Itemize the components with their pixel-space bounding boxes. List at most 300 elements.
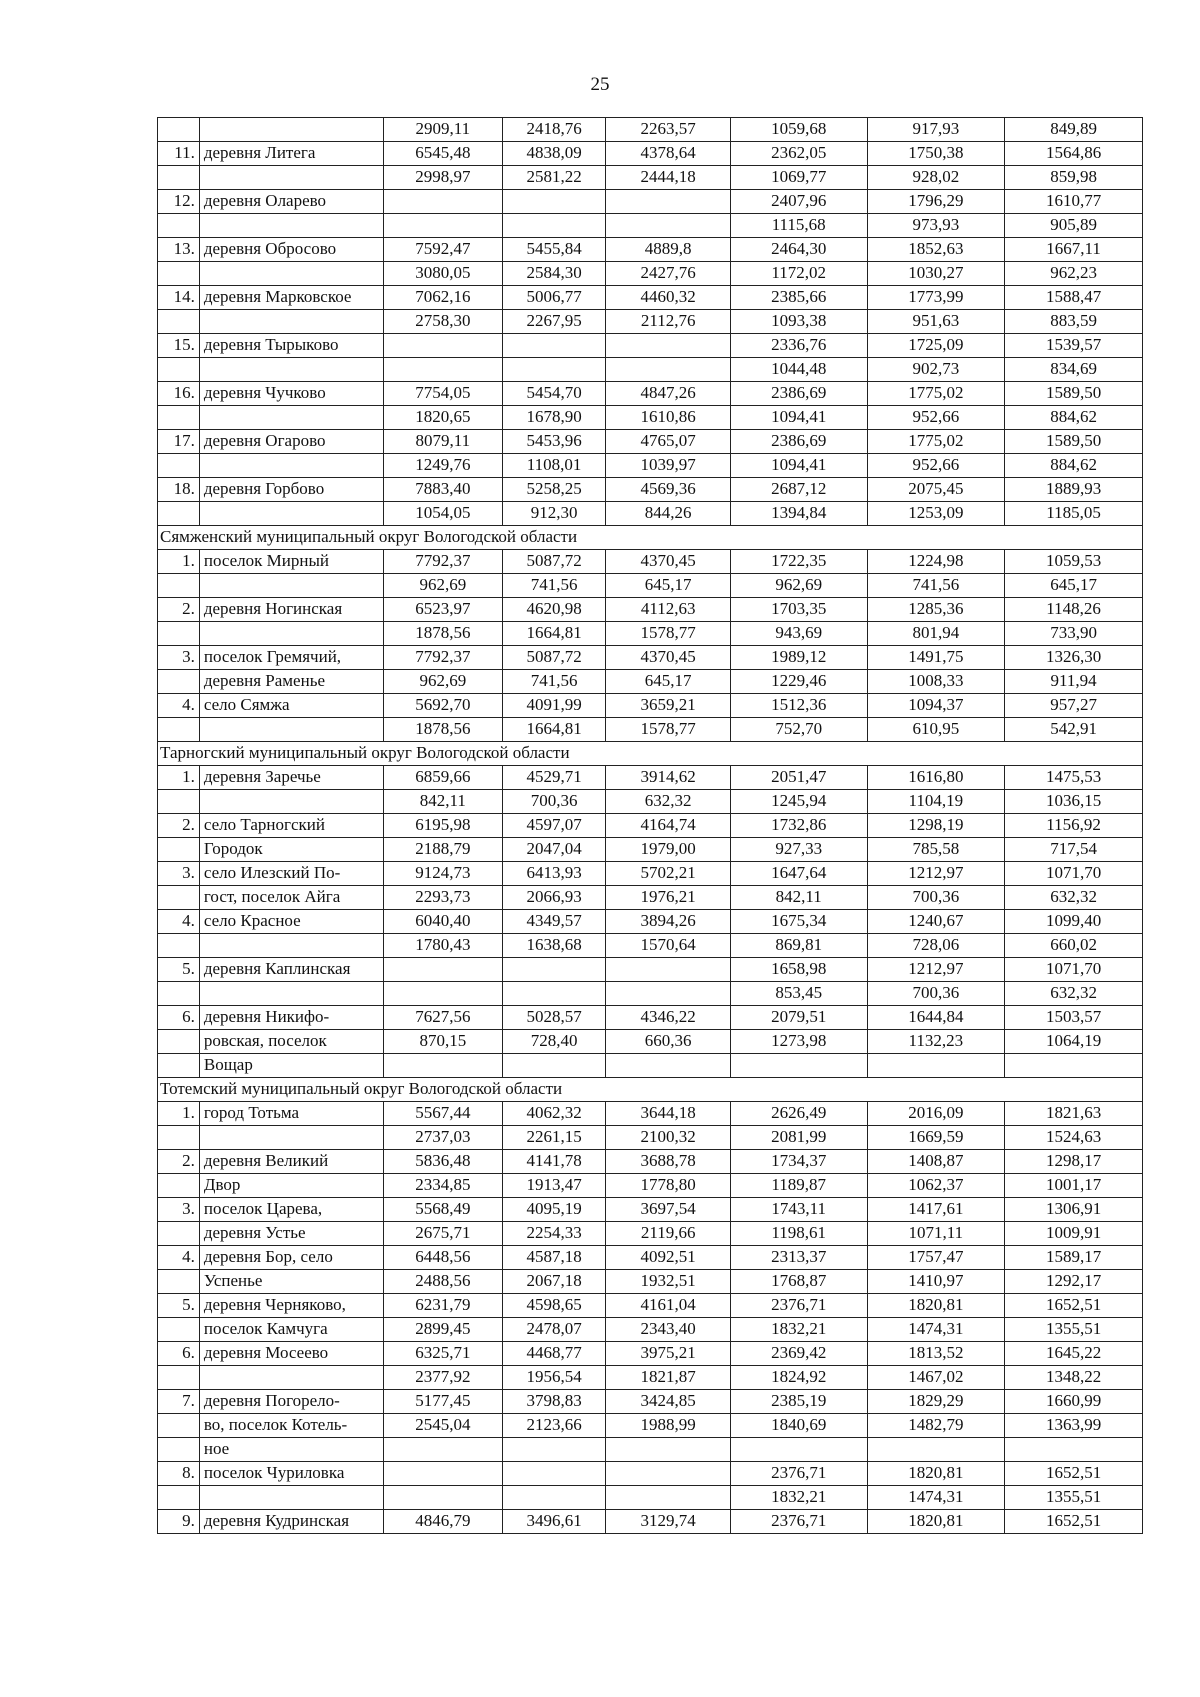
settlement-name (199, 358, 383, 382)
value-cell: 2261,15 (502, 1126, 606, 1150)
value-cell: 883,59 (1005, 310, 1143, 334)
value-cell: 5177,45 (383, 1390, 502, 1414)
settlement-name: деревня Мосеево (199, 1342, 383, 1366)
table-row (158, 862, 1143, 886)
value-cell: 6545,48 (383, 142, 502, 166)
value-cell: 6448,56 (383, 1246, 502, 1270)
value-cell: 1610,77 (1005, 190, 1143, 214)
settlement-name: деревня Тырыково (199, 334, 383, 358)
row-number: 3. (158, 646, 200, 670)
value-cell: 1878,56 (383, 622, 502, 646)
row-number (158, 886, 200, 910)
value-cell (502, 958, 606, 982)
table-row (158, 334, 1143, 358)
value-cell: 1253,09 (867, 502, 1005, 526)
row-number: 5. (158, 958, 200, 982)
value-cell: 4569,36 (606, 478, 731, 502)
value-cell: 3129,74 (606, 1510, 731, 1534)
row-number: 2. (158, 598, 200, 622)
value-cell (730, 1054, 867, 1078)
value-cell: 917,93 (867, 118, 1005, 142)
table-row (158, 1198, 1143, 1222)
value-cell: 2293,73 (383, 886, 502, 910)
value-cell (606, 1054, 731, 1078)
table-row (158, 1006, 1143, 1030)
value-cell: 2263,57 (606, 118, 731, 142)
value-cell: 962,69 (730, 574, 867, 598)
value-cell (502, 1438, 606, 1462)
value-cell: 1722,35 (730, 550, 867, 574)
value-cell: 1099,40 (1005, 910, 1143, 934)
row-number (158, 310, 200, 334)
row-number: 2. (158, 1150, 200, 1174)
value-cell: 842,11 (730, 886, 867, 910)
value-cell: 3697,54 (606, 1198, 731, 1222)
row-number (158, 1438, 200, 1462)
value-cell: 1094,37 (867, 694, 1005, 718)
table-row (158, 358, 1143, 382)
value-cell: 1292,17 (1005, 1270, 1143, 1294)
value-cell: 4112,63 (606, 598, 731, 622)
value-cell: 1820,81 (867, 1294, 1005, 1318)
value-cell: 785,58 (867, 838, 1005, 862)
value-cell: 1009,91 (1005, 1222, 1143, 1246)
value-cell: 3894,26 (606, 910, 731, 934)
value-cell: 1054,05 (383, 502, 502, 526)
value-cell (867, 1054, 1005, 1078)
value-cell: 5006,77 (502, 286, 606, 310)
value-cell: 6040,40 (383, 910, 502, 934)
value-cell: 870,15 (383, 1030, 502, 1054)
value-cell: 2758,30 (383, 310, 502, 334)
settlement-name: ровская, поселок (199, 1030, 383, 1054)
table-row (158, 646, 1143, 670)
value-cell (606, 214, 731, 238)
value-cell: 4349,57 (502, 910, 606, 934)
value-cell: 1094,41 (730, 454, 867, 478)
value-cell: 610,95 (867, 718, 1005, 742)
value-cell: 1212,97 (867, 958, 1005, 982)
value-cell: 2079,51 (730, 1006, 867, 1030)
row-number (158, 1030, 200, 1054)
table-row (158, 238, 1143, 262)
value-cell: 1852,63 (867, 238, 1005, 262)
value-cell (383, 958, 502, 982)
table-row (158, 814, 1143, 838)
value-cell: 5692,70 (383, 694, 502, 718)
value-cell: 1578,77 (606, 622, 731, 646)
row-number (158, 214, 200, 238)
row-number: 9. (158, 1510, 200, 1534)
value-cell (502, 1462, 606, 1486)
value-cell: 928,02 (867, 166, 1005, 190)
value-cell: 645,17 (1005, 574, 1143, 598)
row-number: 5. (158, 1294, 200, 1318)
settlement-name: поселок Гремячий, (199, 646, 383, 670)
settlement-name (199, 310, 383, 334)
value-cell: 5567,44 (383, 1102, 502, 1126)
value-cell: 927,33 (730, 838, 867, 862)
value-cell: 1240,67 (867, 910, 1005, 934)
value-cell: 1071,70 (1005, 958, 1143, 982)
value-cell: 5087,72 (502, 646, 606, 670)
row-number (158, 838, 200, 862)
value-cell: 1093,38 (730, 310, 867, 334)
section-title: Сямженский муниципальный округ Вологодской области (158, 526, 1143, 550)
value-cell: 1660,99 (1005, 1390, 1143, 1414)
value-cell: 1115,68 (730, 214, 867, 238)
table-row (158, 166, 1143, 190)
settlement-name (199, 1126, 383, 1150)
value-cell: 1780,43 (383, 934, 502, 958)
value-cell: 1285,36 (867, 598, 1005, 622)
settlement-name: деревня Черняково, (199, 1294, 383, 1318)
value-cell: 1889,93 (1005, 478, 1143, 502)
value-cell: 1036,15 (1005, 790, 1143, 814)
value-cell: 1564,86 (1005, 142, 1143, 166)
value-cell: 717,54 (1005, 838, 1143, 862)
section-header-row (158, 526, 1143, 550)
value-cell: 1172,02 (730, 262, 867, 286)
value-cell: 7792,37 (383, 646, 502, 670)
value-cell: 1932,51 (606, 1270, 731, 1294)
value-cell: 2254,33 (502, 1222, 606, 1246)
value-cell: 2112,76 (606, 310, 731, 334)
settlement-name: поселок Чуриловка (199, 1462, 383, 1486)
settlement-name: поселок Мирный (199, 550, 383, 574)
page-number: 25 (590, 74, 610, 95)
row-number (158, 454, 200, 478)
value-cell: 5028,57 (502, 1006, 606, 1030)
row-number: 7. (158, 1390, 200, 1414)
value-cell: 1475,53 (1005, 766, 1143, 790)
value-cell: 1539,57 (1005, 334, 1143, 358)
value-cell: 2016,09 (867, 1102, 1005, 1126)
value-cell: 6413,93 (502, 862, 606, 886)
row-number: 15. (158, 334, 200, 358)
table-row (158, 478, 1143, 502)
value-cell: 1610,86 (606, 406, 731, 430)
value-cell: 1638,68 (502, 934, 606, 958)
value-cell: 2100,32 (606, 1126, 731, 1150)
row-number: 6. (158, 1006, 200, 1030)
table-row (158, 382, 1143, 406)
table-row (158, 1510, 1143, 1534)
row-number (158, 502, 200, 526)
value-cell (606, 358, 731, 382)
table-row (158, 718, 1143, 742)
value-cell: 1059,68 (730, 118, 867, 142)
value-cell: 2051,47 (730, 766, 867, 790)
table-row (158, 1486, 1143, 1510)
value-cell: 2067,18 (502, 1270, 606, 1294)
row-number (158, 574, 200, 598)
value-cell (606, 1438, 731, 1462)
settlement-name: во, поселок Котель- (199, 1414, 383, 1438)
value-cell: 4847,26 (606, 382, 731, 406)
row-number (158, 1414, 200, 1438)
settlement-name: ное (199, 1438, 383, 1462)
value-cell: 1658,98 (730, 958, 867, 982)
value-cell: 1743,11 (730, 1198, 867, 1222)
value-cell: 7754,05 (383, 382, 502, 406)
value-cell: 5454,70 (502, 382, 606, 406)
value-cell: 4889,8 (606, 238, 731, 262)
value-cell: 4529,71 (502, 766, 606, 790)
value-cell: 2267,95 (502, 310, 606, 334)
value-cell: 4062,32 (502, 1102, 606, 1126)
section-header-row (158, 1078, 1143, 1102)
row-number: 12. (158, 190, 200, 214)
value-cell: 5087,72 (502, 550, 606, 574)
value-cell: 1647,64 (730, 862, 867, 886)
table-row (158, 958, 1143, 982)
row-number (158, 982, 200, 1006)
value-cell: 1675,34 (730, 910, 867, 934)
settlement-name (199, 454, 383, 478)
settlement-name: деревня Оларево (199, 190, 383, 214)
settlement-name: Городок (199, 838, 383, 862)
value-cell: 645,17 (606, 574, 731, 598)
value-cell: 1298,19 (867, 814, 1005, 838)
value-cell: 700,36 (867, 982, 1005, 1006)
value-cell: 1030,27 (867, 262, 1005, 286)
value-cell: 3496,61 (502, 1510, 606, 1534)
value-cell: 3644,18 (606, 1102, 731, 1126)
value-cell: 1069,77 (730, 166, 867, 190)
table-row (158, 1366, 1143, 1390)
value-cell: 2119,66 (606, 1222, 731, 1246)
row-number (158, 1174, 200, 1198)
value-cell: 3080,05 (383, 262, 502, 286)
row-number: 18. (158, 478, 200, 502)
value-cell: 1664,81 (502, 718, 606, 742)
value-cell: 1773,99 (867, 286, 1005, 310)
row-number: 13. (158, 238, 200, 262)
value-cell: 2362,05 (730, 142, 867, 166)
value-cell: 1821,63 (1005, 1102, 1143, 1126)
value-cell: 741,56 (502, 574, 606, 598)
value-cell: 2464,30 (730, 238, 867, 262)
table-row (158, 430, 1143, 454)
table-row (158, 910, 1143, 934)
value-cell: 2478,07 (502, 1318, 606, 1342)
table-row (158, 550, 1143, 574)
row-number (158, 1126, 200, 1150)
value-cell: 902,73 (867, 358, 1005, 382)
value-cell: 2066,93 (502, 886, 606, 910)
settlement-name: деревня Чучково (199, 382, 383, 406)
value-cell: 8079,11 (383, 430, 502, 454)
value-cell: 752,70 (730, 718, 867, 742)
value-cell: 4587,18 (502, 1246, 606, 1270)
settlement-name (199, 574, 383, 598)
value-cell: 1410,97 (867, 1270, 1005, 1294)
value-cell (383, 1438, 502, 1462)
table-row (158, 838, 1143, 862)
value-cell: 700,36 (502, 790, 606, 814)
value-cell: 1768,87 (730, 1270, 867, 1294)
settlement-name: деревня Огарово (199, 430, 383, 454)
settlement-name: село Илезский По- (199, 862, 383, 886)
row-number (158, 118, 200, 142)
settlement-name: деревня Великий (199, 1150, 383, 1174)
value-cell: 1249,76 (383, 454, 502, 478)
table-row (158, 454, 1143, 478)
value-cell: 962,23 (1005, 262, 1143, 286)
row-number: 4. (158, 910, 200, 934)
settlement-name: город Тотьма (199, 1102, 383, 1126)
value-cell: 1578,77 (606, 718, 731, 742)
value-cell: 2407,96 (730, 190, 867, 214)
value-cell: 952,66 (867, 454, 1005, 478)
value-cell: 853,45 (730, 982, 867, 1006)
settlement-name: деревня Ногинская (199, 598, 383, 622)
table-row (158, 982, 1143, 1006)
value-cell (606, 1462, 731, 1486)
table-row (158, 1294, 1143, 1318)
table-row (158, 502, 1143, 526)
table-row (158, 1030, 1143, 1054)
settlement-name: поселок Царева, (199, 1198, 383, 1222)
value-cell: 1326,30 (1005, 646, 1143, 670)
value-cell: 1725,09 (867, 334, 1005, 358)
row-number (158, 262, 200, 286)
settlement-name (199, 982, 383, 1006)
value-cell: 2081,99 (730, 1126, 867, 1150)
value-cell: 1059,53 (1005, 550, 1143, 574)
value-cell: 6859,66 (383, 766, 502, 790)
settlement-name (199, 406, 383, 430)
value-cell: 5455,84 (502, 238, 606, 262)
row-number (158, 790, 200, 814)
value-cell (502, 214, 606, 238)
value-cell: 2675,71 (383, 1222, 502, 1246)
value-cell (502, 1486, 606, 1510)
value-cell: 632,32 (1005, 982, 1143, 1006)
value-cell: 1008,33 (867, 670, 1005, 694)
value-cell: 2369,42 (730, 1342, 867, 1366)
settlement-name (199, 718, 383, 742)
value-cell (383, 1462, 502, 1486)
value-cell: 2998,97 (383, 166, 502, 190)
settlement-name (199, 622, 383, 646)
row-number (158, 1270, 200, 1294)
table-row (158, 886, 1143, 910)
value-cell: 1001,17 (1005, 1174, 1143, 1198)
value-cell: 1071,11 (867, 1222, 1005, 1246)
table-row (158, 766, 1143, 790)
settlement-name: деревня Погорело- (199, 1390, 383, 1414)
value-cell: 1669,59 (867, 1126, 1005, 1150)
value-cell: 1355,51 (1005, 1318, 1143, 1342)
settlement-name: село Сямжа (199, 694, 383, 718)
value-cell: 4092,51 (606, 1246, 731, 1270)
table-row (158, 694, 1143, 718)
value-cell (383, 982, 502, 1006)
value-cell: 542,91 (1005, 718, 1143, 742)
value-cell: 3798,83 (502, 1390, 606, 1414)
value-cell: 6523,97 (383, 598, 502, 622)
value-cell: 7792,37 (383, 550, 502, 574)
table-row (158, 142, 1143, 166)
table-row (158, 1318, 1143, 1342)
table-row (158, 1150, 1143, 1174)
value-cell: 2581,22 (502, 166, 606, 190)
value-cell: 660,02 (1005, 934, 1143, 958)
settlement-name: гост, поселок Айга (199, 886, 383, 910)
row-number: 4. (158, 1246, 200, 1270)
value-cell: 1829,29 (867, 1390, 1005, 1414)
row-number: 3. (158, 862, 200, 886)
value-cell: 1644,84 (867, 1006, 1005, 1030)
value-cell: 4164,74 (606, 814, 731, 838)
value-cell (502, 190, 606, 214)
value-cell: 1645,22 (1005, 1342, 1143, 1366)
value-cell: 1778,80 (606, 1174, 731, 1198)
settlement-name (199, 502, 383, 526)
value-cell: 1775,02 (867, 382, 1005, 406)
row-number (158, 1054, 200, 1078)
value-cell: 3688,78 (606, 1150, 731, 1174)
value-cell: 1589,50 (1005, 430, 1143, 454)
value-cell: 912,30 (502, 502, 606, 526)
table-row (158, 310, 1143, 334)
value-cell: 1104,19 (867, 790, 1005, 814)
table-row (158, 1414, 1143, 1438)
row-number (158, 1318, 200, 1342)
value-cell: 4161,04 (606, 1294, 731, 1318)
settlement-name: Двор (199, 1174, 383, 1198)
row-number (158, 406, 200, 430)
table-row (158, 1342, 1143, 1366)
value-cell: 4346,22 (606, 1006, 731, 1030)
value-cell (383, 1486, 502, 1510)
value-cell: 6325,71 (383, 1342, 502, 1366)
value-cell: 1678,90 (502, 406, 606, 430)
table-row (158, 1174, 1143, 1198)
value-cell: 4765,07 (606, 430, 731, 454)
value-cell: 1589,17 (1005, 1246, 1143, 1270)
value-cell: 728,40 (502, 1030, 606, 1054)
value-cell: 973,93 (867, 214, 1005, 238)
value-cell: 4620,98 (502, 598, 606, 622)
table-row (158, 1102, 1143, 1126)
value-cell (383, 214, 502, 238)
value-cell: 2385,66 (730, 286, 867, 310)
table-row (158, 1438, 1143, 1462)
row-number (158, 718, 200, 742)
value-cell: 957,27 (1005, 694, 1143, 718)
value-cell: 869,81 (730, 934, 867, 958)
value-cell: 3975,21 (606, 1342, 731, 1366)
value-cell: 1956,54 (502, 1366, 606, 1390)
value-cell (606, 982, 731, 1006)
row-number (158, 1486, 200, 1510)
value-cell: 1775,02 (867, 430, 1005, 454)
value-cell: 1071,70 (1005, 862, 1143, 886)
table-row (158, 1222, 1143, 1246)
value-cell: 1467,02 (867, 1366, 1005, 1390)
table-row (158, 118, 1143, 142)
value-cell: 1363,99 (1005, 1414, 1143, 1438)
value-cell (606, 334, 731, 358)
table-row (158, 1246, 1143, 1270)
value-cell: 4370,45 (606, 646, 731, 670)
value-cell: 9124,73 (383, 862, 502, 886)
settlement-name (199, 166, 383, 190)
value-cell: 1408,87 (867, 1150, 1005, 1174)
